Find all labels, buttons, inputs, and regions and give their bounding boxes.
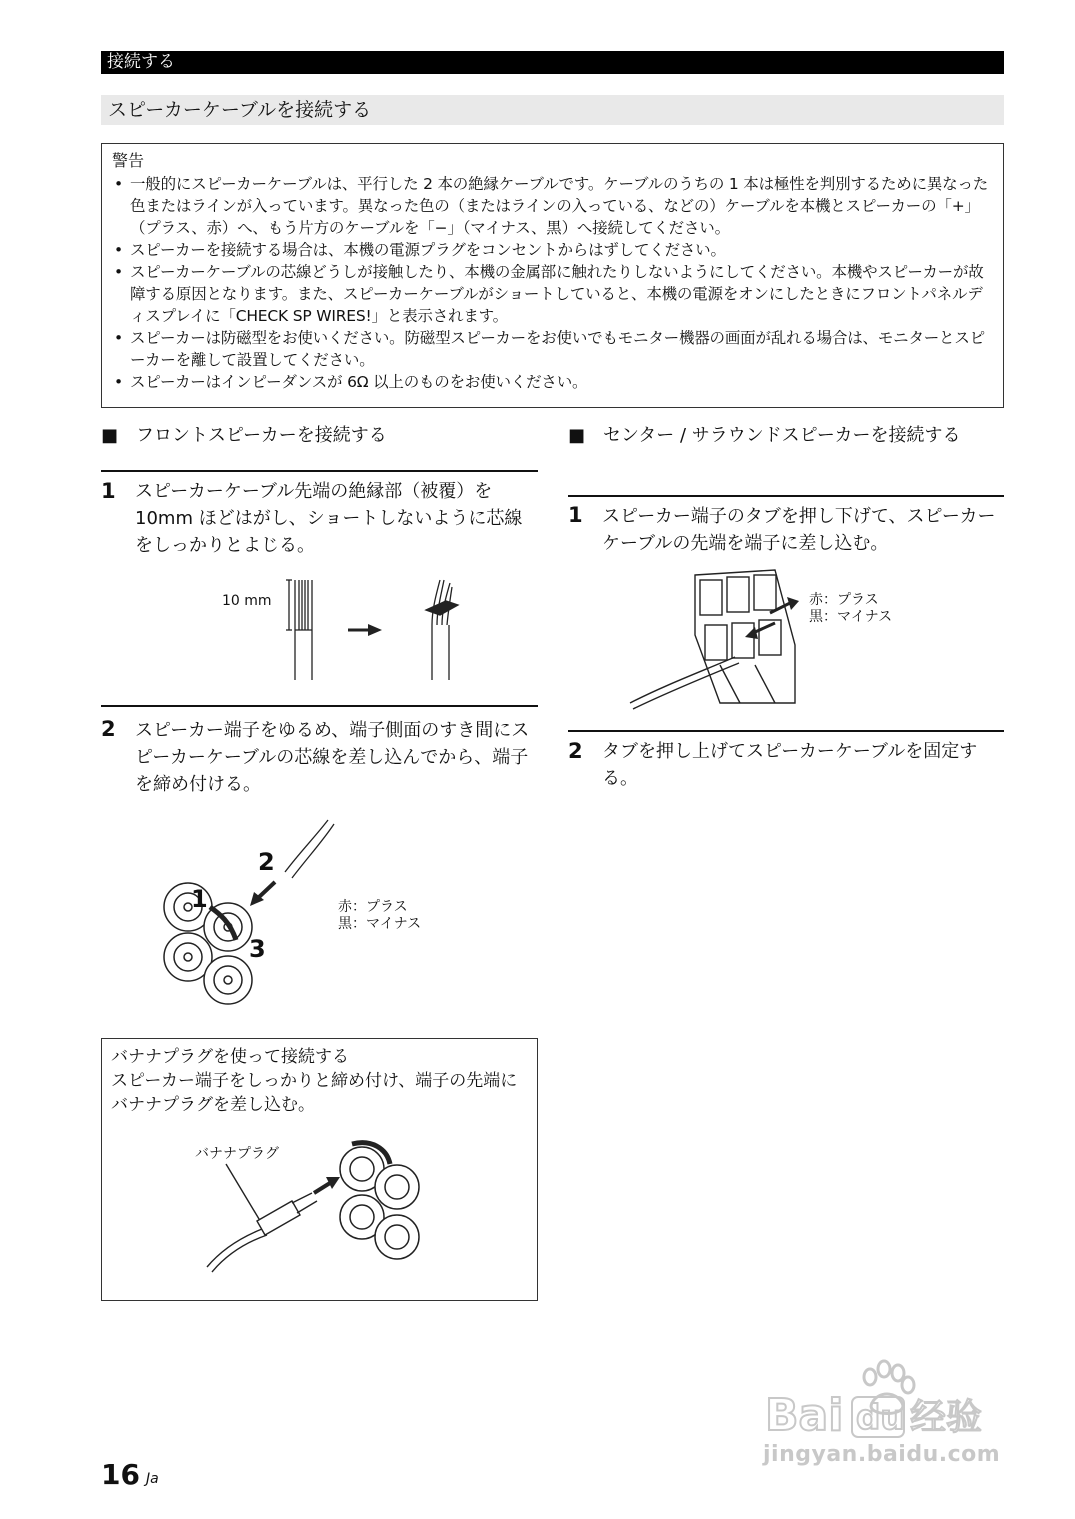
binding-post-illustration: [164, 883, 252, 1004]
warning-box: [101, 143, 1004, 408]
step-number: 2: [101, 717, 116, 741]
warning-item: • スピーカーは防磁型をお使いください。防磁型スピーカーをお使いでもモニター機器の画面が乱れる場合は、モニターとスピーカーを離して設置してください。: [112, 327, 994, 371]
warning-list: [112, 173, 994, 393]
dimension-label: 10 mm: [222, 593, 272, 609]
legend-red: 赤：プラス: [809, 592, 879, 608]
warning-item: • スピーカーを接続する場合は、本機の電源プラグをコンセントからはずしてください。: [112, 239, 994, 261]
legend-black: 黒：マイナス: [809, 609, 893, 625]
spring-terminal-figure: [625, 565, 805, 710]
warning-title: 警告: [112, 151, 145, 170]
section-header-bar: [101, 51, 1004, 74]
banana-plug-figure: [202, 1129, 442, 1279]
figure-callout-number: 3: [249, 935, 266, 963]
wire-stripped-illustration: [286, 580, 312, 680]
watermark-url: jingyan.baidu.com: [763, 1442, 1001, 1467]
page-number: 16: [101, 1458, 140, 1491]
warning-item: • スピーカーはインピーダンスが 6Ω 以上のものをお使いください。: [112, 371, 994, 393]
warning-item: • 一般的にスピーカーケーブルは、平行した 2 本の絶縁ケーブルです。ケーブルのうちの 1 本は極性を判別するために異なった色またはラインが入っています。異なった色の（またはラインの入っている、などの）ケーブルを本機とスピーカーの「+」（プラス、赤）へ、もう片方のケーブルを「−」（マイナス、黒）へ接続してください。: [112, 173, 994, 239]
step-number: 2: [568, 739, 583, 763]
binding-post-illustration: [340, 1143, 419, 1259]
wire-twisted-illustration: [426, 580, 458, 680]
spring-terminal-illustration: [695, 570, 795, 703]
banana-text: スピーカー端子をしっかりと締め付け、端子の先端にバナナプラグを差し込む。: [111, 1071, 518, 1115]
step-number: 1: [101, 479, 116, 503]
wire-strip-figure: [280, 575, 470, 685]
divider: [568, 495, 1004, 497]
page-language: Ja: [146, 1471, 159, 1487]
arrow-right-icon: [348, 624, 382, 636]
front-step1-text: スピーカーケーブル先端の絶縁部（被覆）を10mm ほどはがし、ショートしないように芯線をしっかりとよじる。: [135, 481, 523, 556]
banana-plug-label: バナナプラグ: [195, 1146, 279, 1162]
arrow-right-icon: [314, 1177, 340, 1193]
figure-callout-number: 2: [258, 848, 275, 876]
center-heading: ■ センター / サラウンドスピーカーを接続する: [568, 425, 961, 446]
warning-item: • スピーカーケーブルの芯線どうしが接触したり、本機の金属部に触れたりしないようにしてください。本機やスピーカーが故障する原因となります。また、スピーカーケーブルがショートしていると、本機の電源をオンにしたときにフロントパネルディスプレイに「CHECK SP WIRES!」と表示されます。: [112, 261, 994, 327]
legend-red: 赤：プラス: [338, 899, 408, 915]
svg-text:du: du: [856, 1398, 905, 1438]
center-step1-text: スピーカー端子のタブを押し下げて、スピーカーケーブルの先端を端子に差し込む。: [602, 506, 996, 554]
binding-post-figure: [150, 812, 340, 1012]
step-number: 1: [568, 503, 583, 527]
front-step2-text: スピーカー端子をゆるめ、端子側面のすき間にスピーカーケーブルの芯線を差し込んでから、端子を締め付ける。: [135, 720, 530, 795]
section-title: スピーカーケーブルを接続する: [101, 95, 1004, 125]
banana-plug-box: [101, 1038, 538, 1301]
divider: [568, 730, 1004, 732]
legend-black: 黒：マイナス: [338, 916, 422, 932]
banana-title: バナナプラグを使って接続する: [111, 1047, 349, 1067]
figure-callout-number: 1: [191, 885, 208, 913]
front-heading: ■ フロントスピーカーを接続する: [101, 425, 387, 446]
divider: [101, 705, 538, 707]
banana-plug-illustration: [207, 1164, 317, 1272]
svg-text:Bai: Bai: [765, 1390, 844, 1441]
speaker-cable-illustration: [285, 820, 334, 878]
divider: [101, 470, 538, 472]
center-step2-text: タブを押し上げてスピーカーケーブルを固定する。: [602, 741, 978, 789]
section-header-label: 接続する: [107, 52, 175, 72]
insert-arrow-icon: [250, 882, 275, 906]
svg-text:经验: 经验: [910, 1397, 983, 1438]
